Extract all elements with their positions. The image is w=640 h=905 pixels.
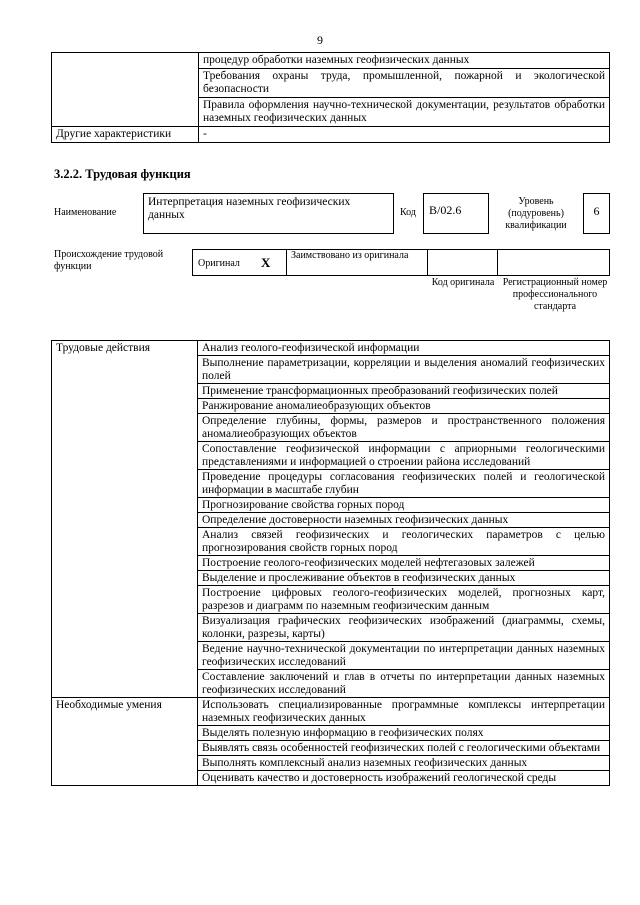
- registration-caption: Регистрационный номер профессионального стандарта: [502, 277, 608, 312]
- table-cell: процедур обработки наземных геофизических данных: [199, 53, 610, 69]
- table-cell: Правила оформления научно-технической документации, результатов обработки наземных геофизических данных: [199, 98, 610, 127]
- code-label: Код: [400, 207, 416, 218]
- list-item: Определение достоверности наземных геофизических данных: [198, 513, 610, 528]
- skills-label: Необходимые умения: [52, 698, 198, 786]
- list-item: Ранжирование аномалиеобразующих объектов: [198, 399, 610, 414]
- list-item: Выделение и прослеживание объектов в геофизических данных: [198, 571, 610, 586]
- list-item: Построение геолого-геофизических моделей нефтегазовых залежей: [198, 556, 610, 571]
- list-item: Сопоставление геофизической информации с априорными геологическими представлениями и информацией о строении района исследований: [198, 442, 610, 470]
- list-item: Применение трансформационных преобразований геофизических полей: [198, 384, 610, 399]
- original-cell: [192, 249, 287, 276]
- list-item: Построение цифровых геолого-геофизических моделей, прогнозных карт, разрезов и диаграмм по наземным геофизическим данным: [198, 586, 610, 614]
- list-item: Визуализация графических геофизических изображений (диаграммы, схемы, колонки, разрезы, карты): [198, 614, 610, 642]
- code-caption: Код оригинала: [431, 277, 495, 288]
- labor-actions-label: Трудовые действия: [52, 341, 198, 698]
- table-cell: Требования охраны труда, промышленной, пожарной и экологической безопасности: [199, 69, 610, 98]
- origin-label: Происхождение трудовой функции: [54, 249, 164, 272]
- list-item: Выполнение параметризации, корреляции и выделения аномалий геофизических полей: [198, 356, 610, 384]
- list-item: Анализ геолого-геофизической информации: [198, 341, 610, 356]
- table-cell: -: [199, 127, 610, 143]
- table-row: [52, 53, 610, 69]
- list-item: Составление заключений и глав в отчеты по интерпретации данных наземных геофизических исследований: [198, 670, 610, 698]
- registration-number-cell: [497, 249, 610, 276]
- row-label: Другие характеристики: [52, 127, 199, 143]
- original-mark: X: [261, 255, 271, 270]
- table-row: [52, 341, 610, 356]
- table-row: [52, 698, 610, 726]
- name-label: Наименование: [54, 207, 117, 218]
- list-item: Выделять полезную информацию в геофизических полях: [198, 726, 610, 741]
- requirements-table-continued: [51, 52, 610, 143]
- original-code-cell: [427, 249, 498, 276]
- list-item: Прогнозирование свойства горных пород: [198, 498, 610, 513]
- function-name-box: Интерпретация наземных геофизических данных: [143, 193, 394, 234]
- level-label: Уровень (подуровень) квалификации: [505, 196, 567, 231]
- original-label: Оригинал: [198, 258, 240, 269]
- borrowed-cell: Заимствовано из оригинала: [286, 249, 428, 276]
- labor-function-table: [51, 340, 610, 786]
- list-item: Ведение научно-технической документации по интерпретации данных наземных геофизических исследований: [198, 642, 610, 670]
- list-item: Выявлять связь особенностей геофизических полей с геологическими объектами: [198, 741, 610, 756]
- page-number: 9: [317, 33, 323, 47]
- function-code-box: B/02.6: [423, 193, 489, 234]
- list-item: Оценивать качество и достоверность изображений геологической среды: [198, 771, 610, 786]
- list-item: Анализ связей геофизических и геологических параметров с целью прогнозирования свойств горных пород: [198, 528, 610, 556]
- list-item: Использовать специализированные программные комплексы интерпретации наземных геофизических данных: [198, 698, 610, 726]
- list-item: Определение глубины, формы, размеров и пространственного положения аномалиеобразующих объектов: [198, 414, 610, 442]
- list-item: Выполнять комплексный анализ наземных геофизических данных: [198, 756, 610, 771]
- table-row: [52, 127, 610, 143]
- row-label: [52, 53, 199, 127]
- level-value-box: 6: [583, 193, 610, 234]
- section-heading: 3.2.2. Трудовая функция: [54, 167, 191, 181]
- list-item: Проведение процедуры согласования геофизических полей и геологической информации в масштабе глубин: [198, 470, 610, 498]
